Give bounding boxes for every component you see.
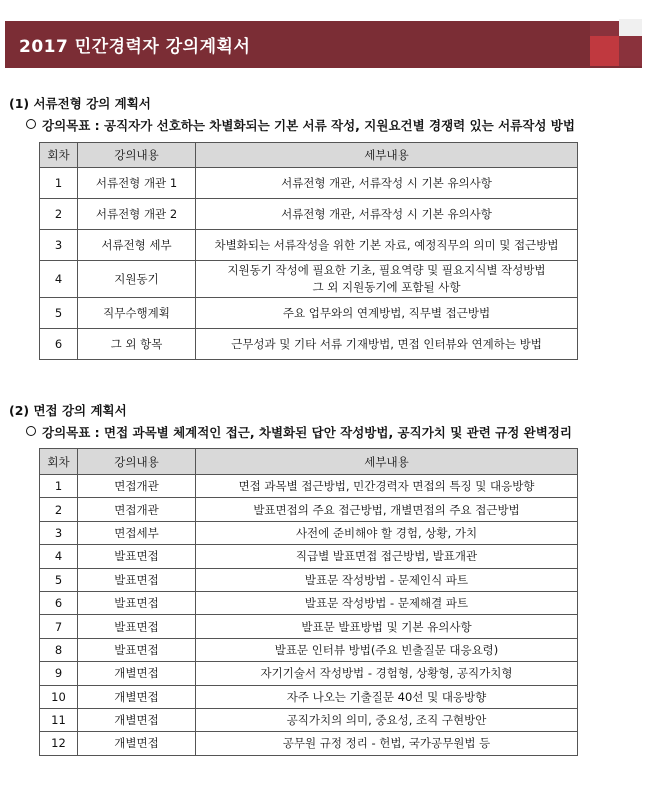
circle-bullet-icon — [26, 119, 36, 129]
cell-content: 면접개관 — [78, 498, 196, 521]
cell-no: 2 — [40, 199, 78, 230]
cell-content: 개별면접 — [78, 662, 196, 685]
table-row — [40, 168, 578, 199]
header-session: 회차 — [40, 143, 78, 168]
cell-detail: 발표문 작성방법 - 문제해결 파트 — [196, 591, 578, 614]
cell-no: 7 — [40, 615, 78, 638]
cell-detail: 공직가치의 의미, 중요성, 조직 구현방안 — [196, 708, 578, 731]
circle-bullet-icon — [26, 426, 36, 436]
table-row — [40, 685, 578, 708]
cell-detail-line1: 지원동기 작성에 필요한 기초, 필요역량 및 필요지식별 작성방법 — [227, 263, 546, 277]
cell-no: 11 — [40, 708, 78, 731]
section2-goal — [26, 423, 572, 441]
cell-detail: 직급별 발표면접 접근방법, 발표개관 — [196, 545, 578, 568]
table-row — [40, 732, 578, 755]
cell-content: 발표면접 — [78, 615, 196, 638]
cell-content: 그 외 항목 — [78, 329, 196, 360]
section2-heading: (2) 면접 강의 계획서 — [9, 403, 127, 418]
section1-heading: (1) 서류전형 강의 계획서 — [9, 96, 151, 111]
section1-goal-text: 강의목표 : 공직자가 선호하는 차별화되는 기본 서류 작성, 지원요건별 경쟁력 있는 서류작성 방법 — [42, 118, 575, 133]
title-underline — [5, 66, 642, 68]
cell-content: 발표면접 — [78, 591, 196, 614]
header-content: 강의내용 — [78, 143, 196, 168]
cell-no: 4 — [40, 545, 78, 568]
header-detail: 세부내용 — [196, 143, 578, 168]
cell-content: 직무수행계획 — [78, 298, 196, 329]
page-title: 2017 민간경력자 강의계획서 — [19, 37, 251, 57]
cell-no: 1 — [40, 168, 78, 199]
cell-detail: 발표문 작성방법 - 문제인식 파트 — [196, 568, 578, 591]
cell-content: 개별면접 — [78, 708, 196, 731]
cell-no: 12 — [40, 732, 78, 755]
cell-content: 서류전형 개관 2 — [78, 199, 196, 230]
table-row — [40, 638, 578, 661]
cell-no: 4 — [40, 261, 78, 298]
cell-detail-line2: 그 외 지원동기에 포함될 사항 — [312, 280, 461, 294]
cell-content: 서류전형 개관 1 — [78, 168, 196, 199]
cell-detail: 공무원 규정 정리 - 헌법, 국가공무원법 등 — [196, 732, 578, 755]
cell-no: 3 — [40, 521, 78, 544]
cell-detail: 발표문 인터뷰 방법(주요 빈출질문 대응요령) — [196, 638, 578, 661]
cell-content: 지원동기 — [78, 261, 196, 298]
table-row — [40, 521, 578, 544]
title-decoration-corner — [619, 19, 642, 36]
cell-content: 면접개관 — [78, 475, 196, 498]
table-header-row — [40, 143, 578, 168]
cell-no: 2 — [40, 498, 78, 521]
table-row — [40, 568, 578, 591]
cell-content: 개별면접 — [78, 685, 196, 708]
table-row — [40, 475, 578, 498]
title-bar — [5, 21, 642, 66]
cell-no: 3 — [40, 230, 78, 261]
section2-table — [39, 448, 578, 756]
cell-no: 5 — [40, 298, 78, 329]
section1-goal — [26, 116, 575, 134]
section2-goal-text: 강의목표 : 면접 과목별 체계적인 접근, 차별화된 답안 작성방법, 공직가치 및 관련 규정 완벽정리 — [42, 425, 572, 440]
header-detail: 세부내용 — [196, 449, 578, 475]
table-row — [40, 498, 578, 521]
cell-content: 서류전형 세부 — [78, 230, 196, 261]
cell-no: 8 — [40, 638, 78, 661]
table-row — [40, 708, 578, 731]
title-decoration-accent — [590, 36, 619, 66]
cell-no: 6 — [40, 329, 78, 360]
cell-detail: 면접 과목별 접근방법, 민간경력자 면접의 특징 및 대응방향 — [196, 475, 578, 498]
cell-detail: 자기기술서 작성방법 - 경험형, 상황형, 공직가치형 — [196, 662, 578, 685]
cell-no: 1 — [40, 475, 78, 498]
cell-no: 6 — [40, 591, 78, 614]
cell-content: 발표면접 — [78, 568, 196, 591]
cell-detail: 서류전형 개관, 서류작성 시 기본 유의사항 — [196, 199, 578, 230]
section1-table — [39, 142, 578, 360]
table-row — [40, 591, 578, 614]
cell-no: 10 — [40, 685, 78, 708]
cell-content: 개별면접 — [78, 732, 196, 755]
cell-detail: 발표문 발표방법 및 기본 유의사항 — [196, 615, 578, 638]
cell-detail: 서류전형 개관, 서류작성 시 기본 유의사항 — [196, 168, 578, 199]
cell-content: 발표면접 — [78, 638, 196, 661]
cell-content: 발표면접 — [78, 545, 196, 568]
table-row — [40, 615, 578, 638]
cell-detail: 발표면접의 주요 접근방법, 개별면접의 주요 접근방법 — [196, 498, 578, 521]
cell-no: 9 — [40, 662, 78, 685]
cell-detail: 차별화되는 서류작성을 위한 기본 자료, 예정직무의 의미 및 접근방법 — [196, 230, 578, 261]
cell-detail — [196, 261, 578, 298]
cell-detail: 주요 업무와의 연계방법, 직무별 접근방법 — [196, 298, 578, 329]
cell-detail: 근무성과 및 기타 서류 기재방법, 면접 인터뷰와 연계하는 방법 — [196, 329, 578, 360]
cell-detail: 사전에 준비해야 할 경험, 상황, 가치 — [196, 521, 578, 544]
cell-detail: 자주 나오는 기출질문 40선 및 대응방향 — [196, 685, 578, 708]
table-row — [40, 199, 578, 230]
table-header-row — [40, 449, 578, 475]
table-row — [40, 329, 578, 360]
cell-no: 5 — [40, 568, 78, 591]
table-row — [40, 298, 578, 329]
table-row — [40, 545, 578, 568]
table-row — [40, 261, 578, 298]
header-content: 강의내용 — [78, 449, 196, 475]
cell-content: 면접세부 — [78, 521, 196, 544]
table-row — [40, 230, 578, 261]
header-session: 회차 — [40, 449, 78, 475]
table-row — [40, 662, 578, 685]
